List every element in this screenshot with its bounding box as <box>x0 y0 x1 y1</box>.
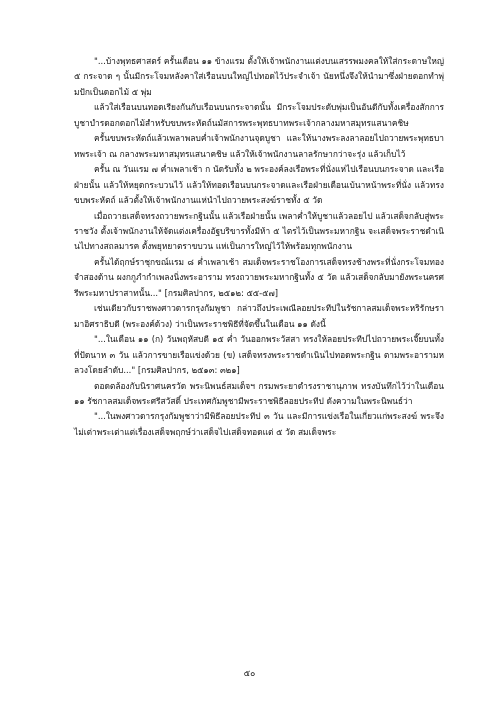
paragraph: เมื่อถวายเสด็จทรงถวายพระกฐินนั้น แล้วเรือฝ่ายนั้น เพลาค่ำให้บูชาแล้วลอยไป แล้วเสด็จกลับสู่พระราชวัง ตั้งเจ้าพนักงานให้จัดแต่งเครื่องอัฐบริขารทั้งมีห้า ๕ ไตรไว้เป็นพระมหากฐิน จะเสด็จพระราชดำเนินไปทางสถลมารค ตั้งพยุหยาตราขบวน แห่เป็นการใหญ่ไว้ให้พร้อมทุกพนักงาน <box>74 210 444 252</box>
paragraph: ครั้น ณ วันแรม ๗ ค่ำเพลาเช้า ก นัดรับทั้ง ๒ พระองค์ลงเรือพระที่นั่งแห่ไปเรือนบนกระจาด และเรือฝ่ายนั้น แล้วให้หยุดกระบวนไว้ แล้วให้ทอดเรือนบนกระจาดและเรือฝ่ายเดือนเบ้นาหน้าพระที่นั่ง แล้วทรงขบพระหัตถ์ แล้วตั้งให้เจ้าพนักงานแห่นำไปถวายพระสงฆ์ราชทั้ง ๕ วัด <box>74 164 444 206</box>
body-text <box>74 54 444 440</box>
paragraph: ตอดตล้องกับนิราศนครวัด พระนิพนธ์สมเด็จฯ กรมพระยาดำรงราชานุภาพ ทรงบันทึกไว้ว่าในเดือน ๑๑ รัชกาลสมเด็จพระศรีสวัสดิ์ ประเทศกัมพูชามีพระราชพิธีลอยประทีป ดังความในพระนิพนธ์ว่า <box>74 380 444 406</box>
paragraph: แล้วใส่เรือนบนทอดเรียงกันกับเรือนบนกระจาดนั้น มีกระโจมประดับพุ่มเป็นอันดีกับทั้งเครื่องสักการบูชาบำรดอกดอกไม้สำหรับขบพระหัตถ์นมัสการพระพุทธบาทพระเจ้ากลางมหาสมุทรแสนาคชิษ <box>74 102 444 128</box>
paragraph: "...ในพงศาวดารกรุงกัมพูชาว่ามีพิธีลอยประทีป ๓ วัน และมีการแข่งเรือในเกี่ยวแก่พระสงฆ์ พระจึงไม่เต่าพระเต่าแต่เรื่องเสด็จพฤกษ์ว่าเสด็จไปเสด็จทอดแต่ ๕ วัด สมเด็จพระ <box>74 411 444 437</box>
paragraph: "...ในเดือน ๑๑ (ก) วันพฤหัสบดี ๑๕ ค่ำ วันออกพระวัสสา ทรงให้ลอยประทีปไปถวายพระเจี๊ยบนทั้งที่ปัดนาห ๓ วัน แล้วการขายเรือแข่งด้วย (ข) เสด็จทรงพระราชดำเนินไปทอดพระกฐิน ตามพระอารามหลวงโดยลำดับ..." [กรมศิลปากร, ๒๕๑๓: ๓๒๑] <box>74 334 444 376</box>
paragraph: เช่นเดียวกับราชพงศาวดารกรุงกัมพูชา กล่าวถึงประเพณีลอยประทีปในรัชกาลสมเด็จพระหริรักษรามาอิศราธิบดี (พระองค์ด้วง) ว่าเป็นพระราชพิธีที่จัดขึ้นในเดือน ๑๑ ดังนี้ <box>74 303 444 329</box>
paragraph: "...บ้างพุทธศาสตร์ ครั้นเดือน ๑๑ ข้างแรม ตั้งให้เจ้าพนักงานแต่งบนเสรรพมงคลให้ใส่กระดาษใหญ่ ๕ กระจาด ๆ นั้นมีกระโจมหลังคาใส่เรือนบนใหญ่ไปทอดไว้ประจำเจ้า นัยหนึ่งจึงให้นำมาซึ่งฝ่ายดอกทำพุ่มปักเป็นดอกไม้ ๕ พุ่ม <box>74 56 444 97</box>
paragraph: ครั้นได้ฤกษ์ราชุกขณ์แรม ๘ ค่ำเพลาเช้า สมเด็จพระราชโองการเสด็จทรงช้างพระที่นั่งกระโจมทองจำสองด้าน ผงกกูภำกำเพลงนิ่งพระอาราม ทรงถวายพระมหากฐินทั้ง ๕ วัด แล้วเสด็จกลับมายังพระนครศรีพระมหาปราสาทนั้น..." [กรมศิลปากร, ๒๕๑๒: ๕๕-๕๗] <box>74 256 444 298</box>
page-number: ๕๐ <box>243 668 256 678</box>
paragraph: ครั้นขบพระหัตถ์แล้วเพลาพลบค่ำเจ้าพนักงานจุดบูชา และให้นางพระลงลาลอยไปถวายพระพุทธบาทพระเจ้า ณ กลางพระมหาสมุทรแสนาคชิษ แล้วให้เจ้าพนักงานลาลรักษากว่าจะรุ่ง แล้วเก็บไว้ <box>74 133 444 159</box>
